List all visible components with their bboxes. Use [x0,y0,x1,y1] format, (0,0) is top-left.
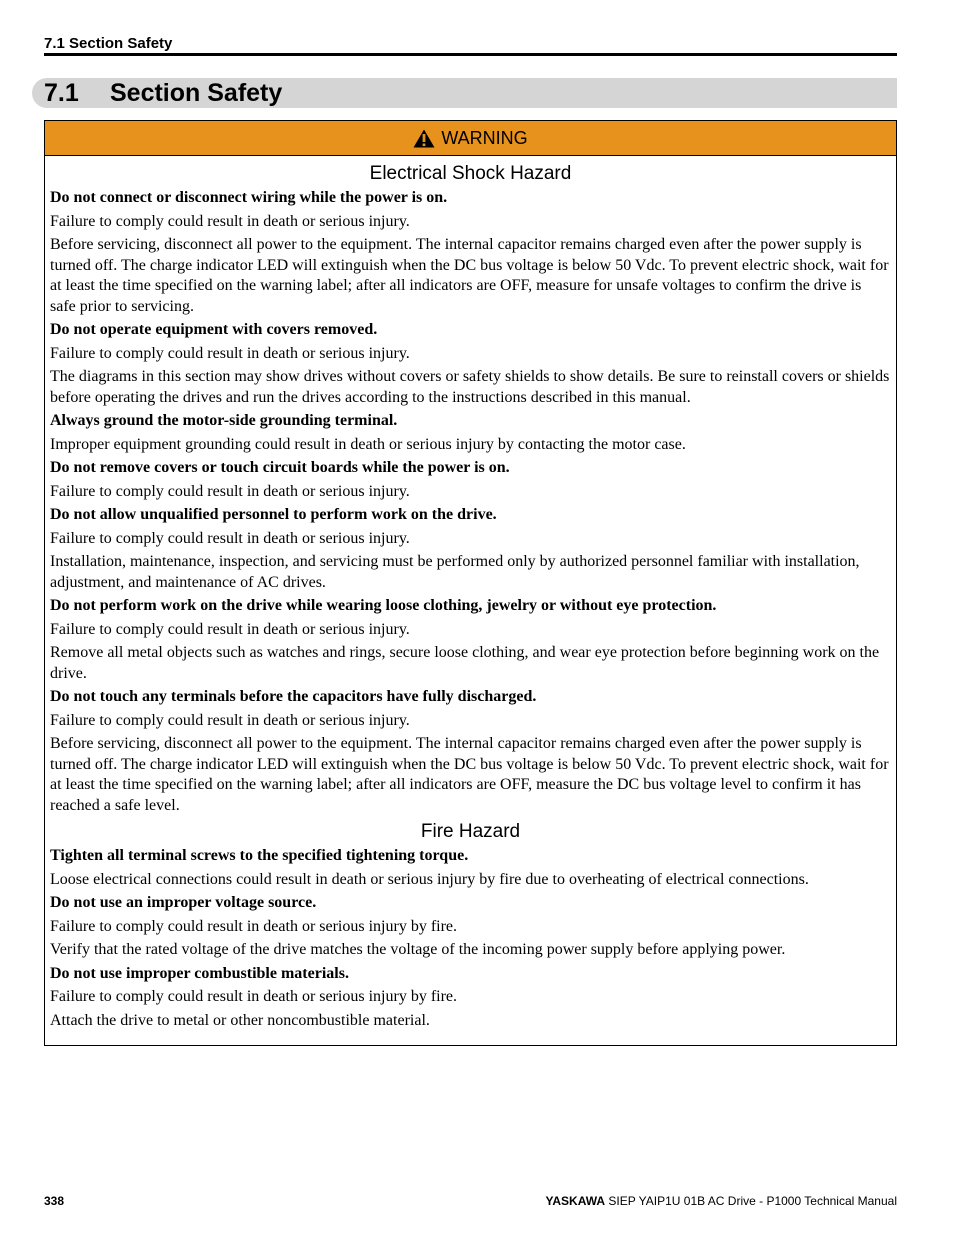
footer-manual-title [545,1194,897,1208]
page-number: 338 [44,1194,65,1208]
hazard-item [50,320,891,408]
header-rule [44,53,897,56]
hazard-title: Electrical Shock Hazard [369,163,572,184]
hazard-text: Improper equipment grounding could result in death or serious injury by contacting the motor case. [50,435,686,453]
hazard-instruction: Do not perform work on the drive while wearing loose clothing, jewelry or without eye protection. [50,597,717,614]
warning-body [45,156,896,1031]
hazard-text: Before servicing, disconnect all power to the equipment. The internal capacitor remains charged even after the power supply is turned off. The charge indicator LED will extinguish when the DC bus voltage is below 50 Vdc. To prevent electric shock, wait for at least the time specified on the warning label; after all indicators are OFF, measure for unsafe voltages to confirm the drive is safe prior to servicing. [50,236,889,315]
hazard-instruction: Do not allow unqualified personnel to perform work on the drive. [50,506,497,523]
hazard-instruction: Do not operate equipment with covers removed. [50,321,378,338]
hazard-item [50,458,891,502]
warning-header [45,121,896,156]
hazard-instruction: Always ground the motor-side grounding terminal. [50,412,398,429]
hazard-item [50,893,891,961]
hazard-instruction: Do not use an improper voltage source. [50,894,317,911]
hazard-text: Loose electrical connections could result in death or serious injury by fire due to overheating of electrical connections. [50,870,809,888]
hazard-text: Failure to comply could result in death or serious injury. [50,711,410,729]
hazard-text: Failure to comply could result in death or serious injury. [50,212,410,230]
hazard-text: Remove all metal objects such as watches and rings, secure loose clothing, and wear eye protection before beginning work on the drive. [50,644,880,682]
hazard-item [50,188,891,317]
hazard-text: The diagrams in this section may show drives without covers or safety shields to show details. Be sure to reinstall covers or shields before operating the drives and run the drives according to the instructions described in this manual. [50,368,890,406]
hazard-text: Failure to comply could result in death or serious injury. [50,529,410,547]
hazard-item [50,846,891,890]
hazard-item [50,687,891,816]
hazard-title: Fire Hazard [420,821,521,842]
hazard-item [50,411,891,455]
hazard-instruction: Do not use improper combustible materials. [50,964,349,982]
hazard-text: Failure to comply could result in death or serious injury by fire. [50,917,458,935]
hazard-text: Failure to comply could result in death or serious injury by fire. [50,988,458,1005]
hazard-text: Failure to comply could result in death or serious injury. [50,482,410,500]
hazard-text: Failure to comply could result in death or serious injury. [50,344,410,362]
warning-label: WARNING [441,127,528,148]
section-number: 7.1 [44,79,79,107]
running-head: 7.1 Section Safety [44,35,173,52]
hazard-text: Verify that the rated voltage of the drive matches the voltage of the incoming power supply before applying power. [50,941,786,958]
section-title: Section Safety [110,79,283,107]
warning-triangle-icon [413,129,435,148]
hazard-instruction: Do not connect or disconnect wiring while the power is on. [50,189,448,206]
hazard-instruction: Do not remove covers or touch circuit boards while the power is on. [50,459,510,476]
hazard-instruction: Do not touch any terminals before the capacitors have fully discharged. [50,688,537,705]
hazard-instruction: Tighten all terminal screws to the specified tightening torque. [50,847,469,864]
hazard-item [50,596,891,684]
hazard-item [50,505,891,593]
footer-manual: SIEP YAIP1U 01B AC Drive - P1000 Technical Manual [608,1194,897,1208]
hazard-item [50,964,891,1032]
hazard-text: Installation, maintenance, inspection, and servicing must be performed only by authorized personnel familiar with installation, adjustment, and maintenance of AC drives. [50,553,860,591]
hazard-text: Attach the drive to metal or other noncombustible material. [50,1011,430,1029]
footer-brand: YASKAWA [545,1194,606,1208]
warning-box [44,120,897,1046]
hazard-text: Before servicing, disconnect all power to the equipment. The internal capacitor remains charged even after the power supply is turned off. The charge indicator LED will extinguish when the DC bus voltage is below 50 Vdc. To prevent electric shock, wait for at least the time specified on the warning label; after all indicators are OFF, measure the DC bus voltage level to confirm it has reached a safe level. [50,735,889,814]
hazard-text: Failure to comply could result in death or serious injury. [50,620,410,638]
